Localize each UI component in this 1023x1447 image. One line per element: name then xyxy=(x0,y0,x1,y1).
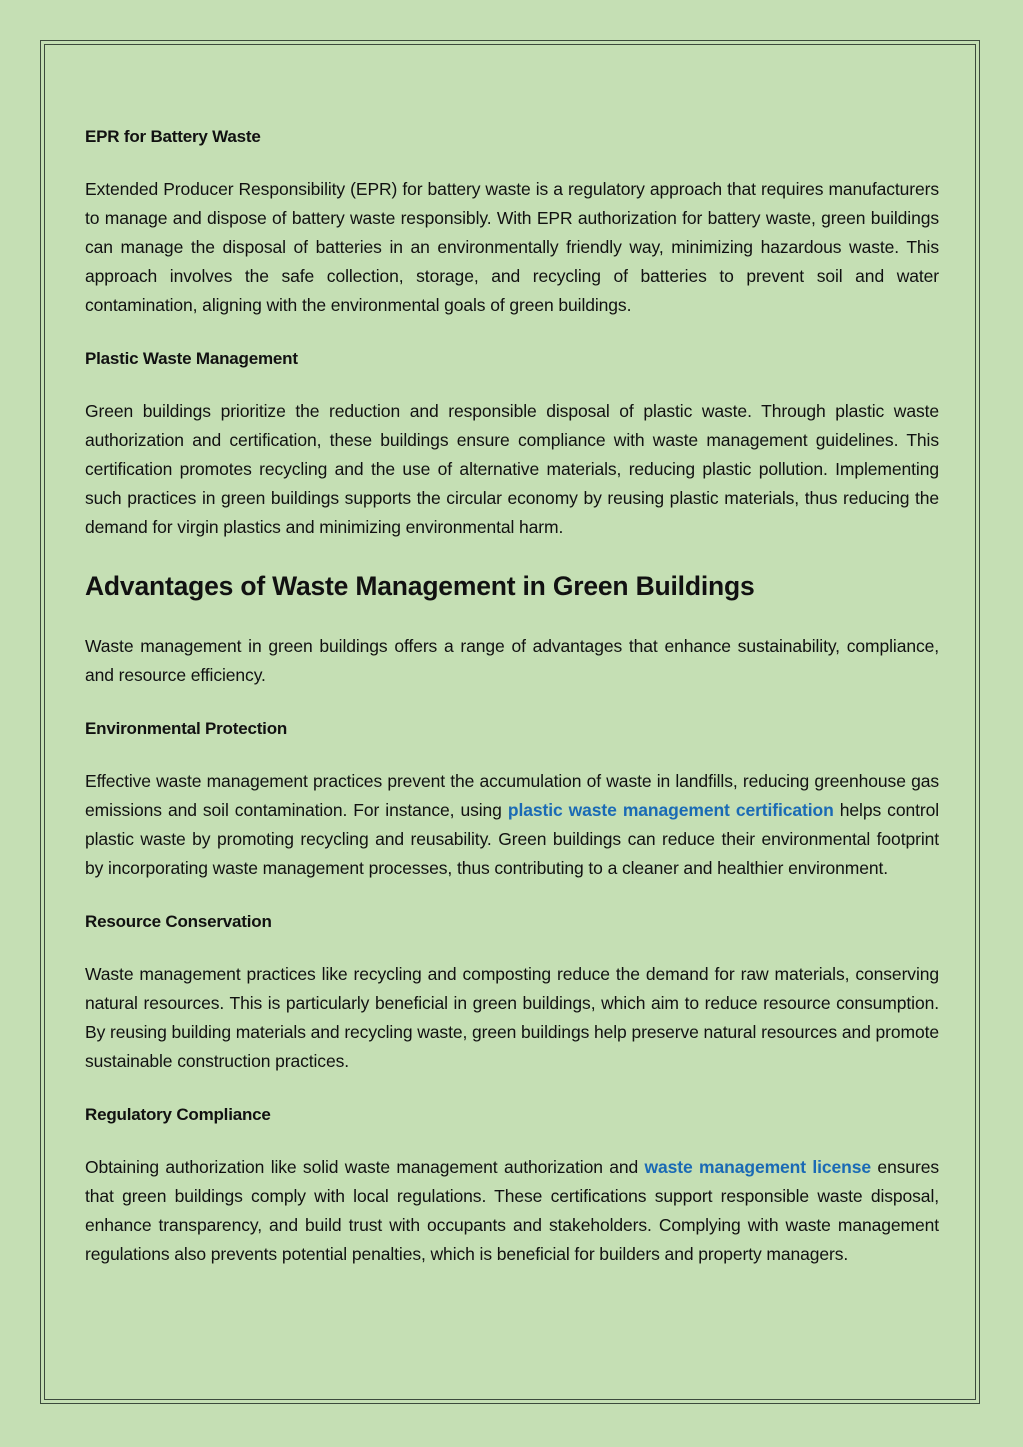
plastic-waste-paragraph: Green buildings prioritize the reduction and responsible disposal of plastic waste. Through plastic waste authorization and certification, these buildings ensure compliance with waste management guidelines. This certification promotes recycling and the use of alternative materials, reducing plastic pollution. Implementing such practices in green buildings supports the circular economy by reusing plastic materials, thus reducing the demand for virgin plastics and minimizing environmental harm. xyxy=(85,401,939,537)
resource-conservation-paragraph: Waste management practices like recycling and composting reduce the demand for raw materials, conserving natural resources. This is particularly beneficial in green buildings, which aim to reduce resource consumption. By reusing building materials and recycling waste, green buildings help preserve natural resources and promote sustainable construction practices. xyxy=(85,964,939,1071)
epr-battery-heading: EPR for Battery Waste xyxy=(85,127,261,146)
document-content xyxy=(85,122,939,1269)
regulatory-compliance-paragraph xyxy=(85,1153,939,1269)
regulatory-text-before: Obtaining authorization like solid waste management authorization and xyxy=(85,1157,645,1177)
environmental-protection-paragraph xyxy=(85,767,939,883)
advantages-intro-paragraph: Waste management in green buildings offers a range of advantages that enhance sustainability, compliance, and resource efficiency. xyxy=(85,636,939,685)
regulatory-compliance-heading: Regulatory Compliance xyxy=(85,1105,271,1124)
env-text-before: Effective waste management practices prevent the accumulation of waste in landfills, reducing greenhouse gas emissions and soil contamination. For instance, using xyxy=(85,771,939,820)
resource-conservation-heading: Resource Conservation xyxy=(85,912,272,931)
environmental-protection-heading: Environmental Protection xyxy=(85,719,288,738)
env-text-after: helps control plastic waste by promoting recycling and reusability. Green buildings can reduce their environmental footprint by incorporating waste management processes, thus contributing to a cleaner and healthier environment. xyxy=(85,800,939,878)
advantages-heading: Advantages of Waste Management in Green Buildings xyxy=(85,571,755,601)
plastic-waste-heading: Plastic Waste Management xyxy=(85,349,298,368)
plastic-waste-certification-link[interactable]: plastic waste management certification xyxy=(507,800,834,820)
epr-battery-paragraph: Extended Producer Responsibility (EPR) for battery waste is a regulatory approach that requires manufacturers to manage and dispose of battery waste responsibly. With EPR authorization for battery waste, green buildings can manage the disposal of batteries in an environmentally friendly way, minimizing hazardous waste. This approach involves the safe collection, storage, and recycling of batteries to prevent soil and water contamination, aligning with the environmental goals of green buildings. xyxy=(85,179,939,315)
regulatory-text-after: ensures that green buildings comply with local regulations. These certifications support responsible waste disposal, enhance transparency, and build trust with occupants and stakeholders. Complying with waste management regulations also prevents potential penalties, which is beneficial for builders and property managers. xyxy=(85,1157,939,1264)
waste-management-license-link[interactable]: waste management license xyxy=(644,1157,872,1177)
